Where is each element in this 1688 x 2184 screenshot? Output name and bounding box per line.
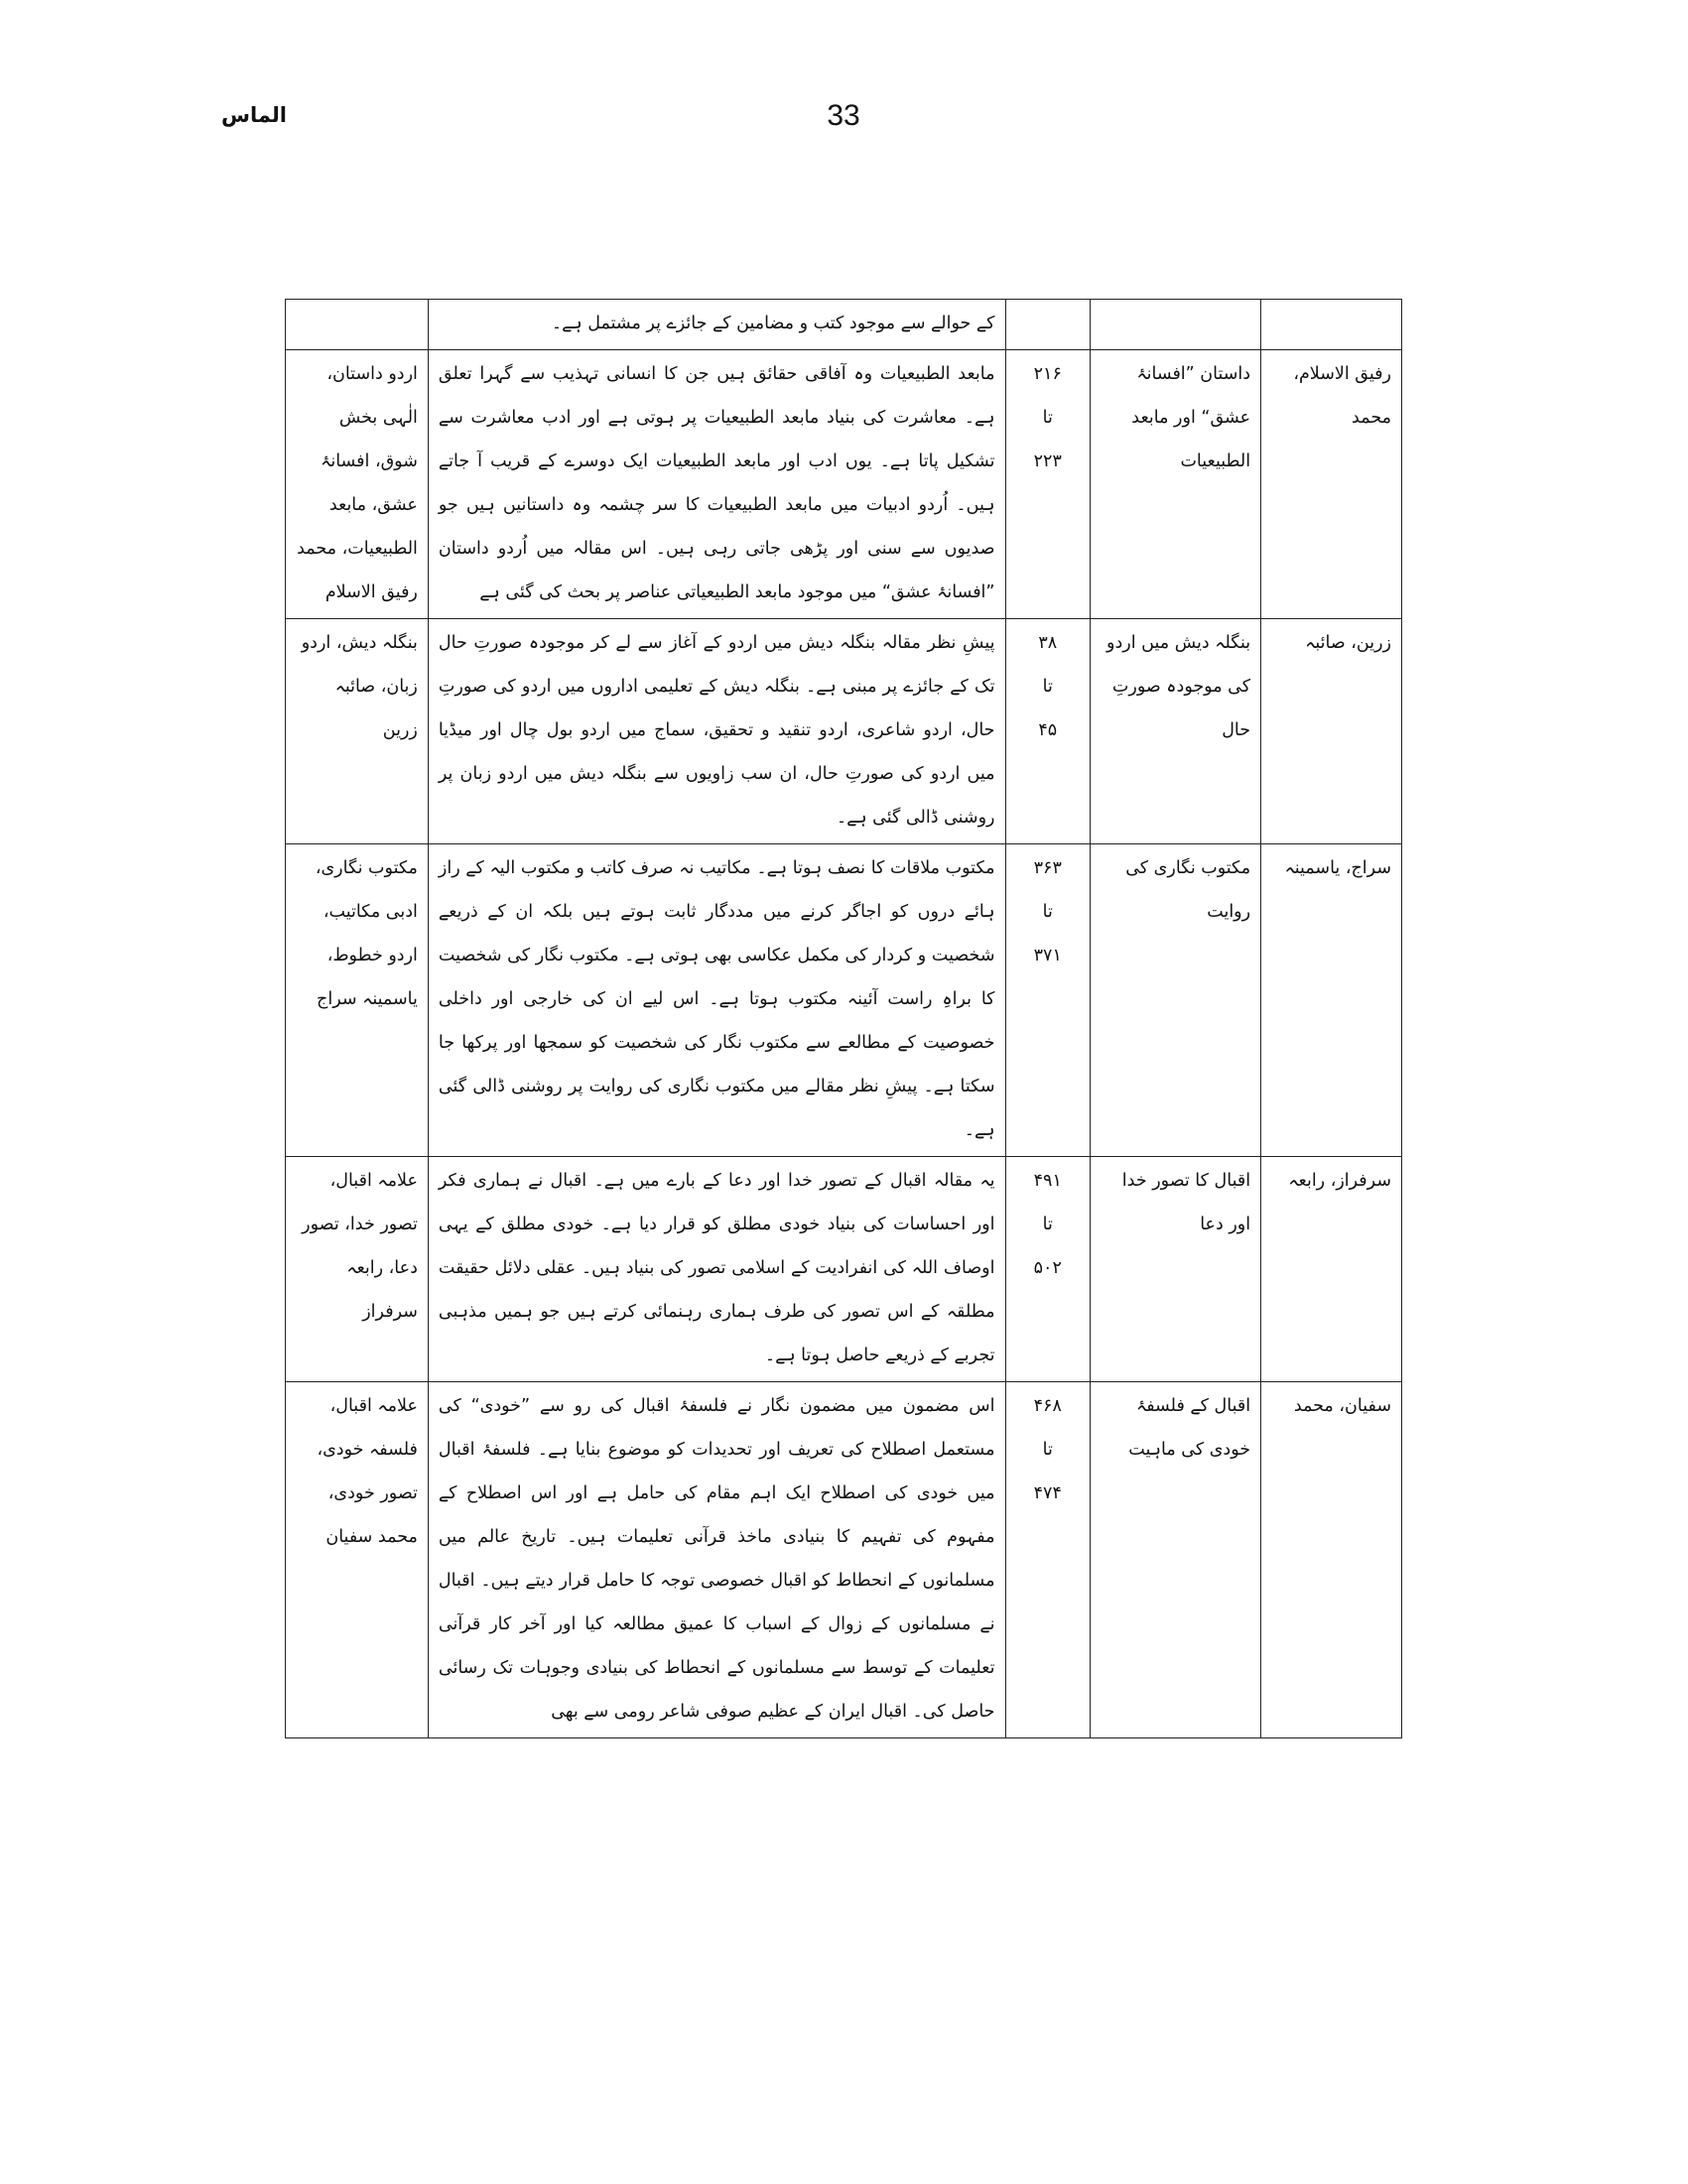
table-row	[286, 844, 1402, 1157]
page-start: ۴۶۸	[1033, 1396, 1062, 1416]
author-cell: زرین، صائبہ	[1261, 619, 1402, 844]
page-separator: تا	[1042, 677, 1053, 697]
page-end: ۳۷۱	[1033, 946, 1062, 965]
pages-cell	[1005, 1157, 1091, 1382]
title-cell: مکتوب نگاری کی روایت	[1091, 844, 1261, 1157]
pages-cell	[1005, 300, 1091, 350]
page-start: ۴۹۱	[1033, 1171, 1062, 1191]
abstract-cell: مکتوب ملاقات کا نصف ہوتا ہے۔ مکاتیب نہ صرف کاتب و مکتوب الیہ کے راز ہائے دروں کو اجاگر کرنے میں مددگار ثابت ہوتے ہیں بلکہ ان کے ذریعے شخصیت و کردار کی مکمل عکاسی بھی ہوتی ہے۔ مکتوب نگار کی شخصیت کا براہِ راست آئینہ مکتوب ہوتا ہے۔ اس لیے ان کی خارجی اور داخلی خصوصیت کے مطالعے سے مکتوب نگار کی شخصیت کو سمجھا اور پرکھا جا سکتا ہے۔ پیشِ نظر مقالے میں مکتوب نگاری کی روایت پر روشنی ڈالی گئی ہے۔	[428, 844, 1005, 1157]
journal-name: الماس	[220, 103, 287, 127]
title-cell: اقبال کا تصور خدا اور دعا	[1091, 1157, 1261, 1382]
keywords-cell: اردو داستان، الٰہی بخش شوق، افسانۂ عشق، مابعد الطبیعیات، محمد رفیق الاسلام	[286, 350, 429, 619]
article-index-table	[285, 299, 1402, 1738]
page-separator: تا	[1042, 1440, 1053, 1460]
table-row	[286, 350, 1402, 619]
title-cell	[1091, 300, 1261, 350]
page-start: ۳۶۳	[1033, 858, 1062, 878]
keywords-cell: بنگلہ دیش، اردو زبان، صائبہ زرین	[286, 619, 429, 844]
abstract-cell: یہ مقالہ اقبال کے تصور خدا اور دعا کے بارے میں ہے۔ اقبال نے ہماری فکر اور احساسات کی بنیاد خودی مطلق کو قرار دیا ہے۔ خودی مطلق کے یہی اوصاف اللہ کی انفرادیت کے اسلامی تصور کی بنیاد ہیں۔ عقلی دلائل حقیقت مطلقہ کے اس تصور کی طرف ہماری رہنمائی کرتے ہیں جو ہمیں مذہبی تجربے کے ذریعے حاصل ہوتا ہے۔	[428, 1157, 1005, 1382]
author-cell: سرفراز، رابعہ	[1261, 1157, 1402, 1382]
keywords-cell: مکتوب نگاری، ادبی مکاتیب، اردو خطوط، یاسمینہ سراج	[286, 844, 429, 1157]
table-row-continuation	[286, 300, 1402, 350]
pages-cell	[1005, 619, 1091, 844]
title-cell: بنگلہ دیش میں اردو کی موجودہ صورتِ حال	[1091, 619, 1261, 844]
keywords-cell: علامہ اقبال، تصور خدا، تصور دعا، رابعہ سرفراز	[286, 1157, 429, 1382]
pages-cell	[1005, 1382, 1091, 1738]
table-row	[286, 1382, 1402, 1738]
author-cell: سراج، یاسمینہ	[1261, 844, 1402, 1157]
page-end: ۲۲۳	[1033, 451, 1062, 471]
pages-cell	[1005, 350, 1091, 619]
keywords-cell	[286, 300, 429, 350]
page-end: ۴۵	[1038, 720, 1058, 740]
author-cell: سفیان، محمد	[1261, 1382, 1402, 1738]
abstract-cell: مابعد الطبیعیات وہ آفاقی حقائق ہیں جن کا انسانی تہذیب سے گہرا تعلق ہے۔ معاشرت کی بنیاد مابعد الطبیعیات پر ہوتی ہے اور ادب معاشرت سے تشکیل پاتا ہے۔ یوں ادب اور مابعد الطبیعیات ایک دوسرے کے قریب آ جاتے ہیں۔ اُردو ادبیات میں مابعد الطبیعیات کا سر چشمہ وہ داستانیں ہیں جو صدیوں سے سنی اور پڑھی جاتی رہی ہیں۔ اس مقالہ میں اُردو داستان ”افسانۂ عشق“ میں موجود مابعد الطبیعیاتی عناصر پر بحث کی گئی ہے	[428, 350, 1005, 619]
abstract-cell: کے حوالے سے موجود کتب و مضامین کے جائزے پر مشتمل ہے۔	[428, 300, 1005, 350]
page-number: 33	[827, 99, 860, 132]
abstract-cell: پیشِ نظر مقالہ بنگلہ دیش میں اردو کے آغاز سے لے کر موجودہ صورتِ حال تک کے جائزے پر مبنی ہے۔ بنگلہ دیش کے تعلیمی اداروں میں اردو کی صورتِ حال، اردو شاعری، اردو تنقید و تحقیق، سماج میں اردو بول چال اور میڈیا میں اردو کی صورتِ حال، ان سب زاویوں سے بنگلہ دیش میں اردو زبان پر روشنی ڈالی گئی ہے۔	[428, 619, 1005, 844]
author-cell: رفیق الاسلام، محمد	[1261, 350, 1402, 619]
page-separator: تا	[1042, 1215, 1053, 1234]
page-start: ۳۸	[1038, 633, 1058, 653]
title-cell: اقبال کے فلسفۂ خودی کی ماہیت	[1091, 1382, 1261, 1738]
page-start: ۲۱۶	[1033, 364, 1062, 384]
table-row	[286, 1157, 1402, 1382]
author-cell	[1261, 300, 1402, 350]
page-end: ۴۷۴	[1033, 1483, 1062, 1503]
page-separator: تا	[1042, 408, 1053, 428]
abstract-cell: اس مضمون میں مضمون نگار نے فلسفۂ اقبال کی رو سے ”خودی“ کی مستعمل اصطلاح کی تعریف اور تحدیدات کو موضوع بنایا ہے۔ فلسفۂ اقبال میں خودی کی اصطلاح ایک اہم مقام کی حامل ہے اور اس اصطلاح کے مفہوم کی تفہیم کا بنیادی ماخذ قرآنی تعلیمات ہیں۔ تاریخ عالم میں مسلمانوں کے انحطاط کو اقبال خصوصی توجہ کا حامل قرار دیتے ہیں۔ اقبال نے مسلمانوں کے زوال کے اسباب کا عمیق مطالعہ کیا اور آخر کار قرآنی تعلیمات کے توسط سے مسلمانوں کے انحطاط کی بنیادی وجوہات تک رسائی حاصل کی۔ اقبال ایران کے عظیم صوفی شاعر رومی سے بھی	[428, 1382, 1005, 1738]
title-cell: داستان ”افسانۂ عشق“ اور مابعد الطبیعیات	[1091, 350, 1261, 619]
table-row	[286, 619, 1402, 844]
keywords-cell: علامہ اقبال، فلسفہ خودی، تصور خودی، محمد سفیان	[286, 1382, 429, 1738]
pages-cell	[1005, 844, 1091, 1157]
page-end: ۵۰۲	[1033, 1258, 1062, 1278]
page-separator: تا	[1042, 902, 1053, 922]
